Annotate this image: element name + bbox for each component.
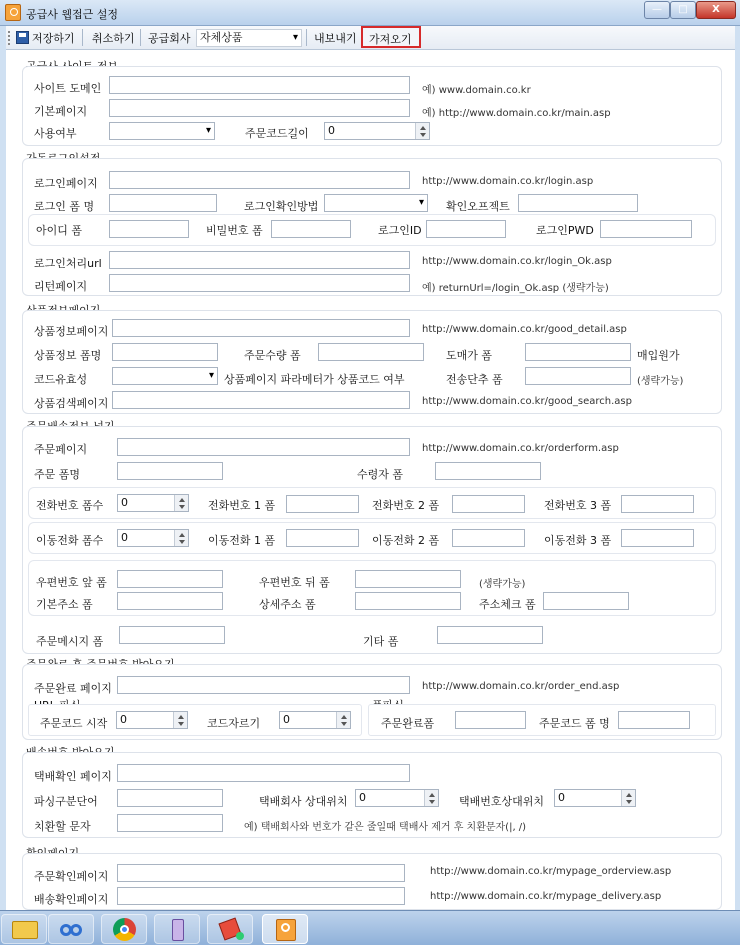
default-page-hint: 예) http://www.domain.co.kr/main.asp xyxy=(422,108,611,119)
app-icon xyxy=(5,4,21,21)
login-pwd-label: 로그인PWD xyxy=(536,224,594,237)
address-check-input[interactable] xyxy=(543,592,629,610)
code-validity-select[interactable] xyxy=(112,367,218,385)
return-page-hint: 예) returnUrl=/login_Ok.asp (생략가능) xyxy=(422,283,609,294)
domain-input[interactable] xyxy=(109,76,410,94)
goods-page-input[interactable] xyxy=(112,319,410,337)
address-check-label: 주소체크 폼 xyxy=(479,598,536,611)
order-confirm-hint: http://www.domain.co.kr/mypage_orderview.asp xyxy=(430,866,672,877)
tracking-page-input[interactable] xyxy=(117,764,410,782)
zip-front-label: 우편번호 앞 폼 xyxy=(36,576,107,589)
taskbar-active-app-icon[interactable] xyxy=(262,914,308,944)
login-id-input[interactable] xyxy=(426,220,506,238)
login-page-hint: http://www.domain.co.kr/login.asp xyxy=(422,176,594,187)
mobile2-label: 이동전화 2 폼 xyxy=(372,534,440,547)
submit-button-optional-hint: (생략가능) xyxy=(637,376,684,387)
number-position-label: 택배번호상대위치 xyxy=(459,795,545,808)
param-is-code-label: 상품페이지 파라메터가 상품코드 여부 xyxy=(224,373,405,386)
address-label: 기본주소 폼 xyxy=(36,598,93,611)
order-message-input[interactable] xyxy=(119,626,225,644)
login-form-name-input[interactable] xyxy=(109,194,217,212)
goods-form-label: 상품정보 폼명 xyxy=(34,349,102,362)
import-button-highlight[interactable] xyxy=(361,26,421,48)
save-button[interactable]: 저장하기 xyxy=(32,32,75,45)
phone2-label: 전화번호 2 폼 xyxy=(372,499,440,512)
confirm-object-label: 확인오프젝트 xyxy=(446,200,510,213)
return-page-input[interactable] xyxy=(109,274,410,292)
import-button[interactable]: 가져오기 xyxy=(369,33,412,46)
minimize-button[interactable]: — xyxy=(644,1,670,19)
submit-button-form-label: 전송단추 폼 xyxy=(446,373,503,386)
login-process-url-hint: http://www.domain.co.kr/login_Ok.asp xyxy=(422,256,612,267)
taskbar-chrome-icon[interactable] xyxy=(101,914,147,944)
window-title: 공급사 웹접근 설정 xyxy=(26,8,119,21)
delimiter-label: 파싱구분단어 xyxy=(34,795,98,808)
address-detail-input[interactable] xyxy=(355,592,461,610)
id-form-label: 아이디 폼 xyxy=(36,224,83,237)
order-form-input[interactable] xyxy=(117,462,223,480)
login-check-method-label: 로그인확인방법 xyxy=(244,200,319,213)
code-start-stepper[interactable]: 0 xyxy=(116,711,188,729)
login-pwd-input[interactable] xyxy=(600,220,692,238)
tracking-page-label: 택배확인 페이지 xyxy=(34,770,112,783)
complete-page-input[interactable] xyxy=(117,676,410,694)
mobile3-input[interactable] xyxy=(621,529,694,547)
code-length-stepper[interactable]: 0 xyxy=(324,122,430,140)
receiver-form-label: 수령자 폼 xyxy=(357,468,404,481)
toolbar-grip-icon xyxy=(8,31,11,45)
order-page-input[interactable] xyxy=(117,438,410,456)
code-form-name-label: 주문코드 폼 명 xyxy=(539,717,610,730)
courier-position-label: 택배회사 상대위치 xyxy=(259,795,348,808)
complete-page-hint: http://www.domain.co.kr/order_end.asp xyxy=(422,681,620,692)
company-select[interactable]: 자체상품 ▾ xyxy=(196,29,302,47)
phone3-input[interactable] xyxy=(621,495,694,513)
company-label: 공급회사 xyxy=(148,32,191,45)
mobile3-label: 이동전화 3 폼 xyxy=(544,534,612,547)
goods-search-input[interactable] xyxy=(112,391,410,409)
order-page-hint: http://www.domain.co.kr/orderform.asp xyxy=(422,443,619,454)
login-check-method-select[interactable] xyxy=(324,194,428,212)
domain-label: 사이트 도메인 xyxy=(34,82,102,95)
complete-form-input[interactable] xyxy=(455,711,526,729)
pw-form-label: 비밀번호 폼 xyxy=(206,224,263,237)
login-form-name-label: 로그인 폼 명 xyxy=(34,200,95,213)
phone2-input[interactable] xyxy=(452,495,525,513)
title-bar xyxy=(0,0,740,26)
phone-count-stepper[interactable]: 0 xyxy=(117,494,189,512)
order-message-label: 주문메시지 폼 xyxy=(36,635,104,648)
export-button[interactable]: 내보내기 xyxy=(314,32,357,45)
delimiter-input[interactable] xyxy=(117,789,223,807)
taskbar xyxy=(0,910,740,945)
phone1-label: 전화번호 1 폼 xyxy=(208,499,276,512)
return-page-label: 리턴페이지 xyxy=(34,280,88,293)
taskbar-loop-icon[interactable] xyxy=(48,914,94,944)
goods-form-input[interactable] xyxy=(112,343,218,361)
zip-back-input[interactable] xyxy=(355,570,461,588)
replace-char-input[interactable] xyxy=(117,814,223,832)
zip-front-input[interactable] xyxy=(117,570,223,588)
code-cut-label: 코드자르기 xyxy=(207,717,261,730)
order-form-label: 주문 폼명 xyxy=(34,468,81,481)
delivery-confirm-hint: http://www.domain.co.kr/mypage_delivery.asp xyxy=(430,891,662,902)
mobile2-input[interactable] xyxy=(452,529,525,547)
code-form-name-input[interactable] xyxy=(618,711,690,729)
etc-form-input[interactable] xyxy=(437,626,543,644)
mobile1-input[interactable] xyxy=(286,529,359,547)
login-page-input[interactable] xyxy=(109,171,410,189)
address-input[interactable] xyxy=(117,592,223,610)
wholesale-price-label: 도매가 폼 xyxy=(446,349,493,362)
zip-back-label: 우편번호 뒤 폼 xyxy=(259,576,330,589)
delivery-confirm-input[interactable] xyxy=(117,887,405,905)
phone3-label: 전화번호 3 폼 xyxy=(544,499,612,512)
complete-form-label: 주문완료폼 xyxy=(381,717,435,730)
login-page-label: 로그인페이지 xyxy=(34,177,98,190)
code-length-label: 주문코드길이 xyxy=(245,127,309,140)
code-start-label: 주문코드 시작 xyxy=(40,717,108,730)
address-detail-label: 상세주소 폼 xyxy=(259,598,316,611)
delivery-confirm-label: 배송확인페이지 xyxy=(34,893,109,906)
id-form-input[interactable] xyxy=(109,220,189,238)
default-page-input[interactable] xyxy=(109,99,410,117)
order-confirm-input[interactable] xyxy=(117,864,405,882)
save-icon xyxy=(16,31,29,44)
wholesale-price-input[interactable] xyxy=(525,343,631,361)
default-page-label: 기본페이지 xyxy=(34,105,88,118)
pw-form-input[interactable] xyxy=(271,220,351,238)
login-process-url-input[interactable] xyxy=(109,251,410,269)
replace-char-hint: 예) 택배회사와 번호가 같은 줄일때 택배사 제거 후 치환문자(|, /) xyxy=(244,822,527,833)
goods-page-hint: http://www.domain.co.kr/good_detail.asp xyxy=(422,324,627,335)
maximize-button[interactable]: □ xyxy=(670,1,696,19)
login-id-label: 로그인ID xyxy=(378,224,422,237)
taskbar-device-icon[interactable] xyxy=(154,914,200,944)
order-qty-input[interactable] xyxy=(318,343,424,361)
phone-count-label: 전화번호 폼수 xyxy=(36,499,104,512)
receiver-form-input[interactable] xyxy=(435,462,541,480)
use-select[interactable] xyxy=(109,122,215,140)
use-label: 사용여부 xyxy=(34,127,77,140)
confirm-object-input[interactable] xyxy=(518,194,638,212)
goods-search-hint: http://www.domain.co.kr/good_search.asp xyxy=(422,396,632,407)
mobile-count-stepper[interactable]: 0 xyxy=(117,529,189,547)
mobile1-label: 이동전화 1 폼 xyxy=(208,534,276,547)
taskbar-notepad-icon[interactable] xyxy=(207,914,253,944)
submit-button-form-input[interactable] xyxy=(525,367,631,385)
close-button[interactable]: X xyxy=(696,1,736,19)
goods-page-label: 상품정보페이지 xyxy=(34,325,109,338)
login-process-url-label: 로그인처리url xyxy=(34,257,102,270)
code-cut-stepper[interactable]: 0 xyxy=(279,711,351,729)
mobile-count-label: 이동전화 폼수 xyxy=(36,534,104,547)
number-position-stepper[interactable]: 0 xyxy=(554,789,636,807)
courier-position-stepper[interactable]: 0 xyxy=(355,789,439,807)
code-validity-label: 코드유효성 xyxy=(34,373,88,386)
taskbar-explorer-icon[interactable] xyxy=(1,914,47,944)
complete-page-label: 주문완료 페이지 xyxy=(34,682,112,695)
order-page-label: 주문페이지 xyxy=(34,443,88,456)
cost-price-label: 매입원가 xyxy=(637,349,680,362)
zip-optional-hint: (생략가능) xyxy=(479,579,526,590)
goods-search-label: 상품검색페이지 xyxy=(34,397,109,410)
order-confirm-label: 주문확인페이지 xyxy=(34,870,109,883)
order-qty-label: 주문수량 폼 xyxy=(244,349,301,362)
domain-hint: 예) www.domain.co.kr xyxy=(422,85,531,96)
cancel-button[interactable]: 취소하기 xyxy=(92,32,135,45)
phone1-input[interactable] xyxy=(286,495,359,513)
replace-char-label: 치환할 문자 xyxy=(34,820,91,833)
etc-form-label: 기타 폼 xyxy=(363,635,399,648)
